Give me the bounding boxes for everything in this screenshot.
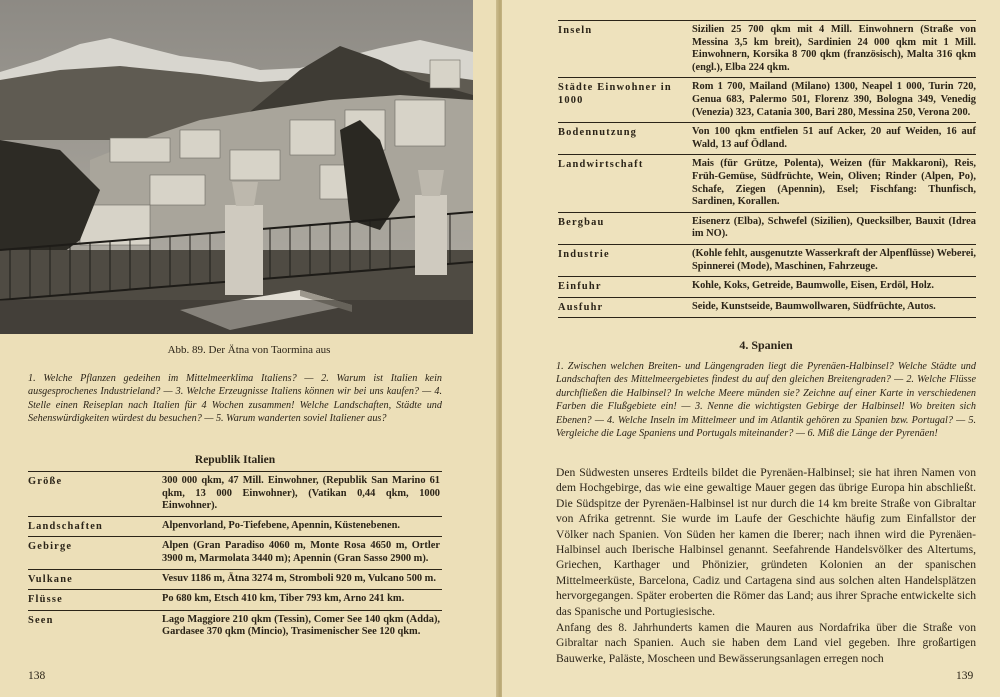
table-row (28, 472, 442, 517)
row-label: Landwirtschaft (558, 159, 644, 171)
table-row (558, 298, 976, 319)
row-value: Alpen (Gran Paradiso 4060 m, Monte Rosa 4650 m, Ortler 3900 m, Marmolata 3440 m); Apennin (Gran Sasso 2900 m). (162, 540, 440, 564)
row-label: Bergbau (558, 216, 605, 228)
row-label: Vulkane (28, 573, 73, 585)
page-number-left: 138 (28, 670, 46, 682)
table-row (558, 245, 976, 277)
row-label: Städte Einwohner in 1000 (558, 82, 672, 106)
table-row (28, 517, 442, 538)
table-row (28, 611, 442, 642)
row-label: Landschaften (28, 520, 104, 532)
left-page (0, 0, 498, 697)
row-value: Von 100 qkm entfielen 51 auf Acker, 20 auf Weiden, 16 auf Wald, 13 auf Ödland. (692, 126, 976, 150)
table-title-italy: Republik Italien (194, 454, 276, 466)
page-number-right: 139 (956, 670, 974, 682)
row-label: Ausfuhr (558, 301, 604, 313)
row-label: Industrie (558, 248, 610, 260)
table-row (558, 155, 976, 212)
table-row (558, 21, 976, 78)
row-value: Seide, Kunstseide, Baumwollwaren, Südfrüchte, Autos. (692, 300, 936, 312)
italy-questions: 1. Welche Pflanzen gedeihen im Mittelmeerklima Italiens? — 2. Warum ist Italien kein ausgesprochenes Industrieland? — 3. Welche Erzeugnisse Italiens können wir bei uns kaufen? — 4. Stelle einen Reiseplan nach Italien für 4 Wochen zusammen! Welche Landschaften, Städte und Sehenswürdigkeiten würdest du besuchen? — 5. Warum wanderten soviel Italiener aus? (28, 373, 442, 425)
row-label: Größe (28, 476, 63, 487)
row-label: Gebirge (28, 541, 73, 553)
row-value: Eisenerz (Elba), Schwefel (Sizilien), Quecksilber, Bauxit (Idrea im NO). (692, 215, 976, 240)
table-row (558, 78, 976, 123)
row-value: 300 000 qkm, 47 Mill. Einwohner, (Republik San Marino 61 qkm, 13 000 Einwohner), (Vatikan 0,44 qkm, 1000 Einwohner). (162, 475, 440, 512)
table-row (558, 123, 976, 155)
section-title-spain: 4. Spanien (739, 338, 793, 352)
row-label: Inseln (558, 25, 593, 36)
figure-caption: Abb. 89. Der Ätna von Taormina aus (167, 344, 331, 356)
row-value: Vesuv 1186 m, Ätna 3274 m, Stromboli 920 m, Vulcano 500 m. (162, 572, 436, 584)
table-row (28, 537, 442, 569)
italy-facts-table (28, 471, 442, 642)
row-value: Kohle, Koks, Getreide, Baumwolle, Eisen, Erdöl, Holz. (692, 280, 934, 292)
italy-facts-table-continued (558, 20, 976, 318)
row-value: Alpenvorland, Po-Tiefebene, Apennin, Küstenebenen. (162, 519, 400, 531)
row-value: Po 680 km, Etsch 410 km, Tiber 793 km, Arno 241 km. (162, 593, 405, 605)
row-label: Flüsse (28, 594, 63, 606)
row-value: Sizilien 25 700 qkm mit 4 Mill. Einwohnern (Straße von Messina 3,5 km breit), Sardinien 24 000 qkm mit 1 Mill. Einwohnern, Korsika 8 700 qkm (französisch), Malta 316 qkm (engl.), Elba 224 qkm. (692, 24, 976, 73)
row-label: Bodennutzung (558, 127, 638, 139)
row-label: Einfuhr (558, 281, 602, 293)
table-row (28, 590, 442, 611)
paragraph-1: Den Südwesten unseres Erdteils bildet die Pyrenäen-Halbinsel; sie hat ihren Namen von dem Hochgebirge, das wie eine gewaltige Mauer gegen das übrige Europa hin abschließt. Die Südspitze der Pyrenäen-Halbinsel ist nur durch die 14 km breite Straße von Gibraltar von Afrika getrennt. Sie wurde im Laufe der Geschichte häufig zum Einfallstor der Völker nach Spanien. Von Süden her kamen die Iberer; nach ihnen wird die Pyrenäen-Halbinsel auch Iberische Halbinsel genannt. Seefahrende Handelsvölker des Altertums, Griechen, Karthager und Phönizier, gründeten Kolonien an der spanischen Mittelmeerküste, Barcelona, Cadiz und Cartagena sind aus solchen alten Handelsplätzen hervorgegangen. Später eroberten die Römer das Land; aus ihrer Sprache entwickelte sich das Spanische und Portugiesische. (556, 466, 976, 618)
spain-questions: 1. Zwischen welchen Breiten- und Längengraden liegt die Pyrenäen-Halbinsel? Welche Städte und Landschaften des Mittelmeergebietes findest du auf den gleichen Breitengraden? — 2. Welche Flüsse durchfließen die Halbinsel? In welche Meere münden sie? Zeichne auf einer Karte in verschiedenen Farben die Flußgebiete ein! — 3. Nenne die wichtigsten Gebirge der Halbinsel! Wo breiten sich Ebenen? — 4. Welche Inseln im Mittelmeer und im Atlantik gehören zu Spanien bzw. Portugal? — 5. Vergleiche die Lage Spaniens und Portugals miteinander? — 6. Miß die Länge der Pyrenäen! (556, 361, 976, 440)
paragraph-2: Anfang des 8. Jahrhunderts kamen die Mauren aus Nordafrika über die Straße von Gibraltar nach Spanien. Auch sie haben dem Land viel gegeben. Ihre großartigen Bauwerke, Paläste, Moscheen und Bewässerungsanlagen erregen noch (556, 621, 976, 665)
row-value: Lago Maggiore 210 qkm (Tessin), Comer See 140 qkm (Adda), Gardasee 370 qkm (Mincio), Trasimenischer See 120 qkm. (162, 613, 440, 638)
table-row (28, 570, 442, 591)
table-row (558, 213, 976, 245)
row-value: Rom 1 700, Mailand (Milano) 1300, Neapel 1 000, Turin 720, Genua 683, Palermo 501, Florenz 390, Bologna 349, Venedig (Venezia) 323, Catania 300, Bari 280, Messina 250, Verona 200. (692, 81, 976, 118)
table-row (558, 277, 976, 298)
photo-etna-taormina (0, 0, 473, 334)
row-value: (Kohle fehlt, ausgenutzte Wasserkraft der Alpenflüsse) Weberei, Spinnerei (Mode), Maschinen, Fahrzeuge. (692, 247, 976, 272)
row-value: Mais (für Grütze, Polenta), Weizen (für Makkaroni), Reis, Früh-Gemüse, Südfrüchte, Wein, Oliven; Rinder (Alpen, Po), Schafe, Ziegen (Apennin), Esel; Fischfang: Thunfisch, Sardinen, Korallen. (692, 158, 976, 208)
row-label: Seen (28, 614, 54, 626)
